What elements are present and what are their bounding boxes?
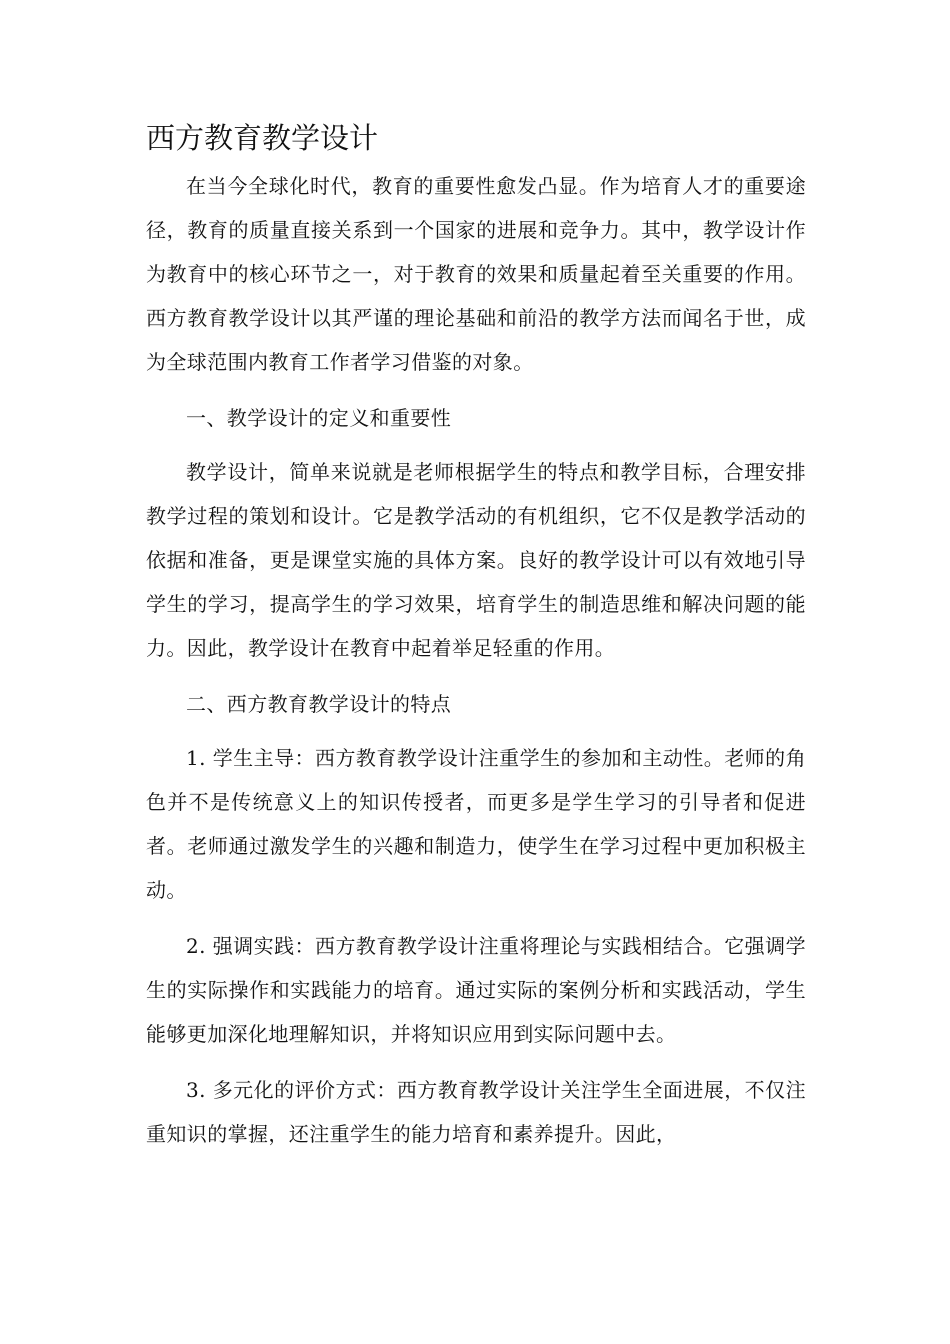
document-page	[146, 112, 806, 1168]
section-1-heading: 一、教学设计的定义和重要性	[186, 406, 452, 430]
section-2-item-2: 2. 强调实践：西方教育教学设计注重将理论与实践相结合。它强调学生的实际操作和实践能力的培育。通过实际的案例分析和实践活动，学生能够更加深化地理解知识，并将知识应用到实际问题中去。	[146, 934, 806, 1046]
section-2-heading: 二、西方教育教学设计的特点	[186, 692, 452, 716]
section-2-item-1: 1. 学生主导：西方教育教学设计注重学生的参加和主动性。老师的角色并不是传统意义上的知识传授者，而更多是学生学习的引导者和促进者。老师通过激发学生的兴趣和制造力，使学生在学习过程中更加积极主动。	[146, 746, 806, 902]
intro-paragraph: 在当今全球化时代，教育的重要性愈发凸显。作为培育人才的重要途径，教育的质量直接关系到一个国家的进展和竞争力。其中，教学设计作为教育中的核心环节之一，对于教育的效果和质量起着至关重要的作用。西方教育教学设计以其严谨的理论基础和前沿的教学方法而闻名于世，成为全球范围内教育工作者学习借鉴的对象。	[146, 174, 806, 374]
section-2-item-3: 3. 多元化的评价方式：西方教育教学设计关注学生全面进展，不仅注重知识的掌握，还注重学生的能力培育和素养提升。因此，	[146, 1078, 806, 1146]
document-title: 西方教育教学设计	[146, 121, 379, 155]
section-1-paragraph: 教学设计，简单来说就是老师根据学生的特点和教学目标，合理安排教学过程的策划和设计。它是教学活动的有机组织，它不仅是教学活动的依据和准备，更是课堂实施的具体方案。良好的教学设计可以有效地引导学生的学习，提高学生的学习效果，培育学生的制造思维和解决问题的能力。因此，教学设计在教育中起着举足轻重的作用。	[146, 460, 806, 660]
